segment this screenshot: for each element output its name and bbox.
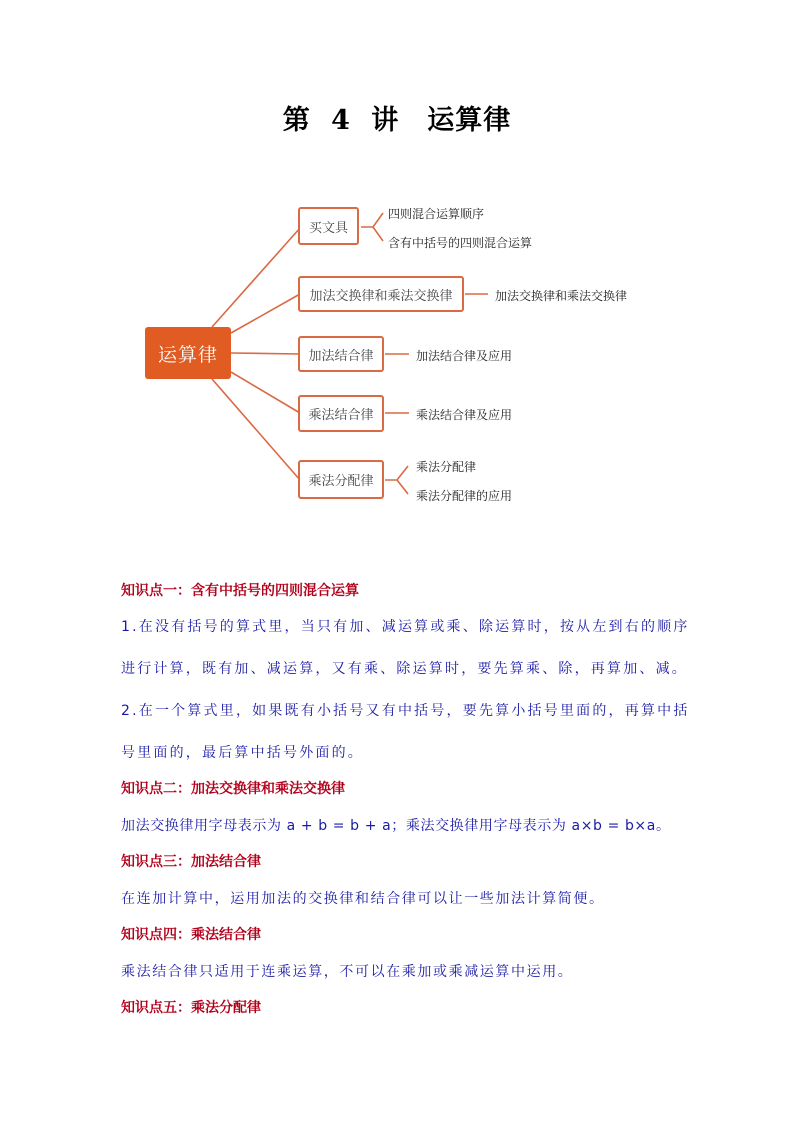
mind-map	[0, 0, 794, 560]
page-title: 第 4 讲 运算律	[282, 105, 512, 136]
section-1-line-4: 号里面的，最后算中括号外面的。	[121, 745, 364, 761]
connector-leaf-6	[385, 466, 408, 480]
mind-map-root: 运算律	[145, 327, 231, 379]
leaf-6: 乘法分配律	[416, 460, 477, 474]
connector-branch-1	[212, 228, 300, 327]
branch-node-2: 加法交换律和乘法交换律	[298, 276, 464, 312]
section-heading-1: 知识点一：含有中括号的四则混合运算	[121, 583, 359, 599]
section-heading-3: 知识点三：加法结合律	[121, 854, 261, 870]
connector-branch-5	[212, 379, 300, 480]
leaf-1: 四则混合运算顺序	[388, 207, 485, 221]
section-1-line-3: 2.在一个算式里，如果既有小括号又有中括号，要先算小括号里面的，再算中括	[121, 703, 690, 719]
section-1-line-1: 1.在没有括号的算式里，当只有加、减运算或乘、除运算时，按从左到右的顺序	[121, 619, 690, 635]
leaf-4: 加法结合律及应用	[416, 349, 513, 363]
leaf-5: 乘法结合律及应用	[416, 408, 513, 422]
connector-leaf-1	[361, 213, 383, 227]
branch-node-1: 买文具	[298, 207, 359, 245]
section-2-line-1: 加法交换律用字母表示为 a + b = b + a；乘法交换律用字母表示为 a×b = b×a。	[121, 818, 671, 834]
section-4-line-1: 乘法结合律只适用于连乘运算，不可以在乘加或乘减运算中运用。	[121, 964, 574, 980]
connector-branch-2	[231, 294, 300, 333]
section-heading-5: 知识点五：乘法分配律	[121, 1000, 261, 1016]
section-3-line-1: 在连加计算中，运用加法的交换律和结合律可以让一些加法计算简便。	[121, 891, 605, 907]
connector-leaf-2	[373, 227, 383, 241]
leaf-2: 含有中括号的四则混合运算	[388, 236, 533, 250]
section-heading-2: 知识点二：加法交换律和乘法交换律	[121, 781, 345, 797]
connector-branch-3	[231, 353, 300, 354]
branch-node-4: 乘法结合律	[298, 395, 384, 432]
leaf-7: 乘法分配律的应用	[416, 489, 513, 503]
leaf-3: 加法交换律和乘法交换律	[495, 289, 628, 303]
connector-leaf-7	[397, 480, 408, 494]
section-heading-4: 知识点四：乘法结合律	[121, 927, 261, 943]
connector-branch-4	[231, 372, 300, 413]
section-1-line-2: 进行计算，既有加、减运算，又有乘、除运算时，要先算乘、除，再算加、减。	[121, 661, 688, 677]
branch-node-3: 加法结合律	[298, 336, 384, 372]
branch-node-5: 乘法分配律	[298, 460, 384, 499]
